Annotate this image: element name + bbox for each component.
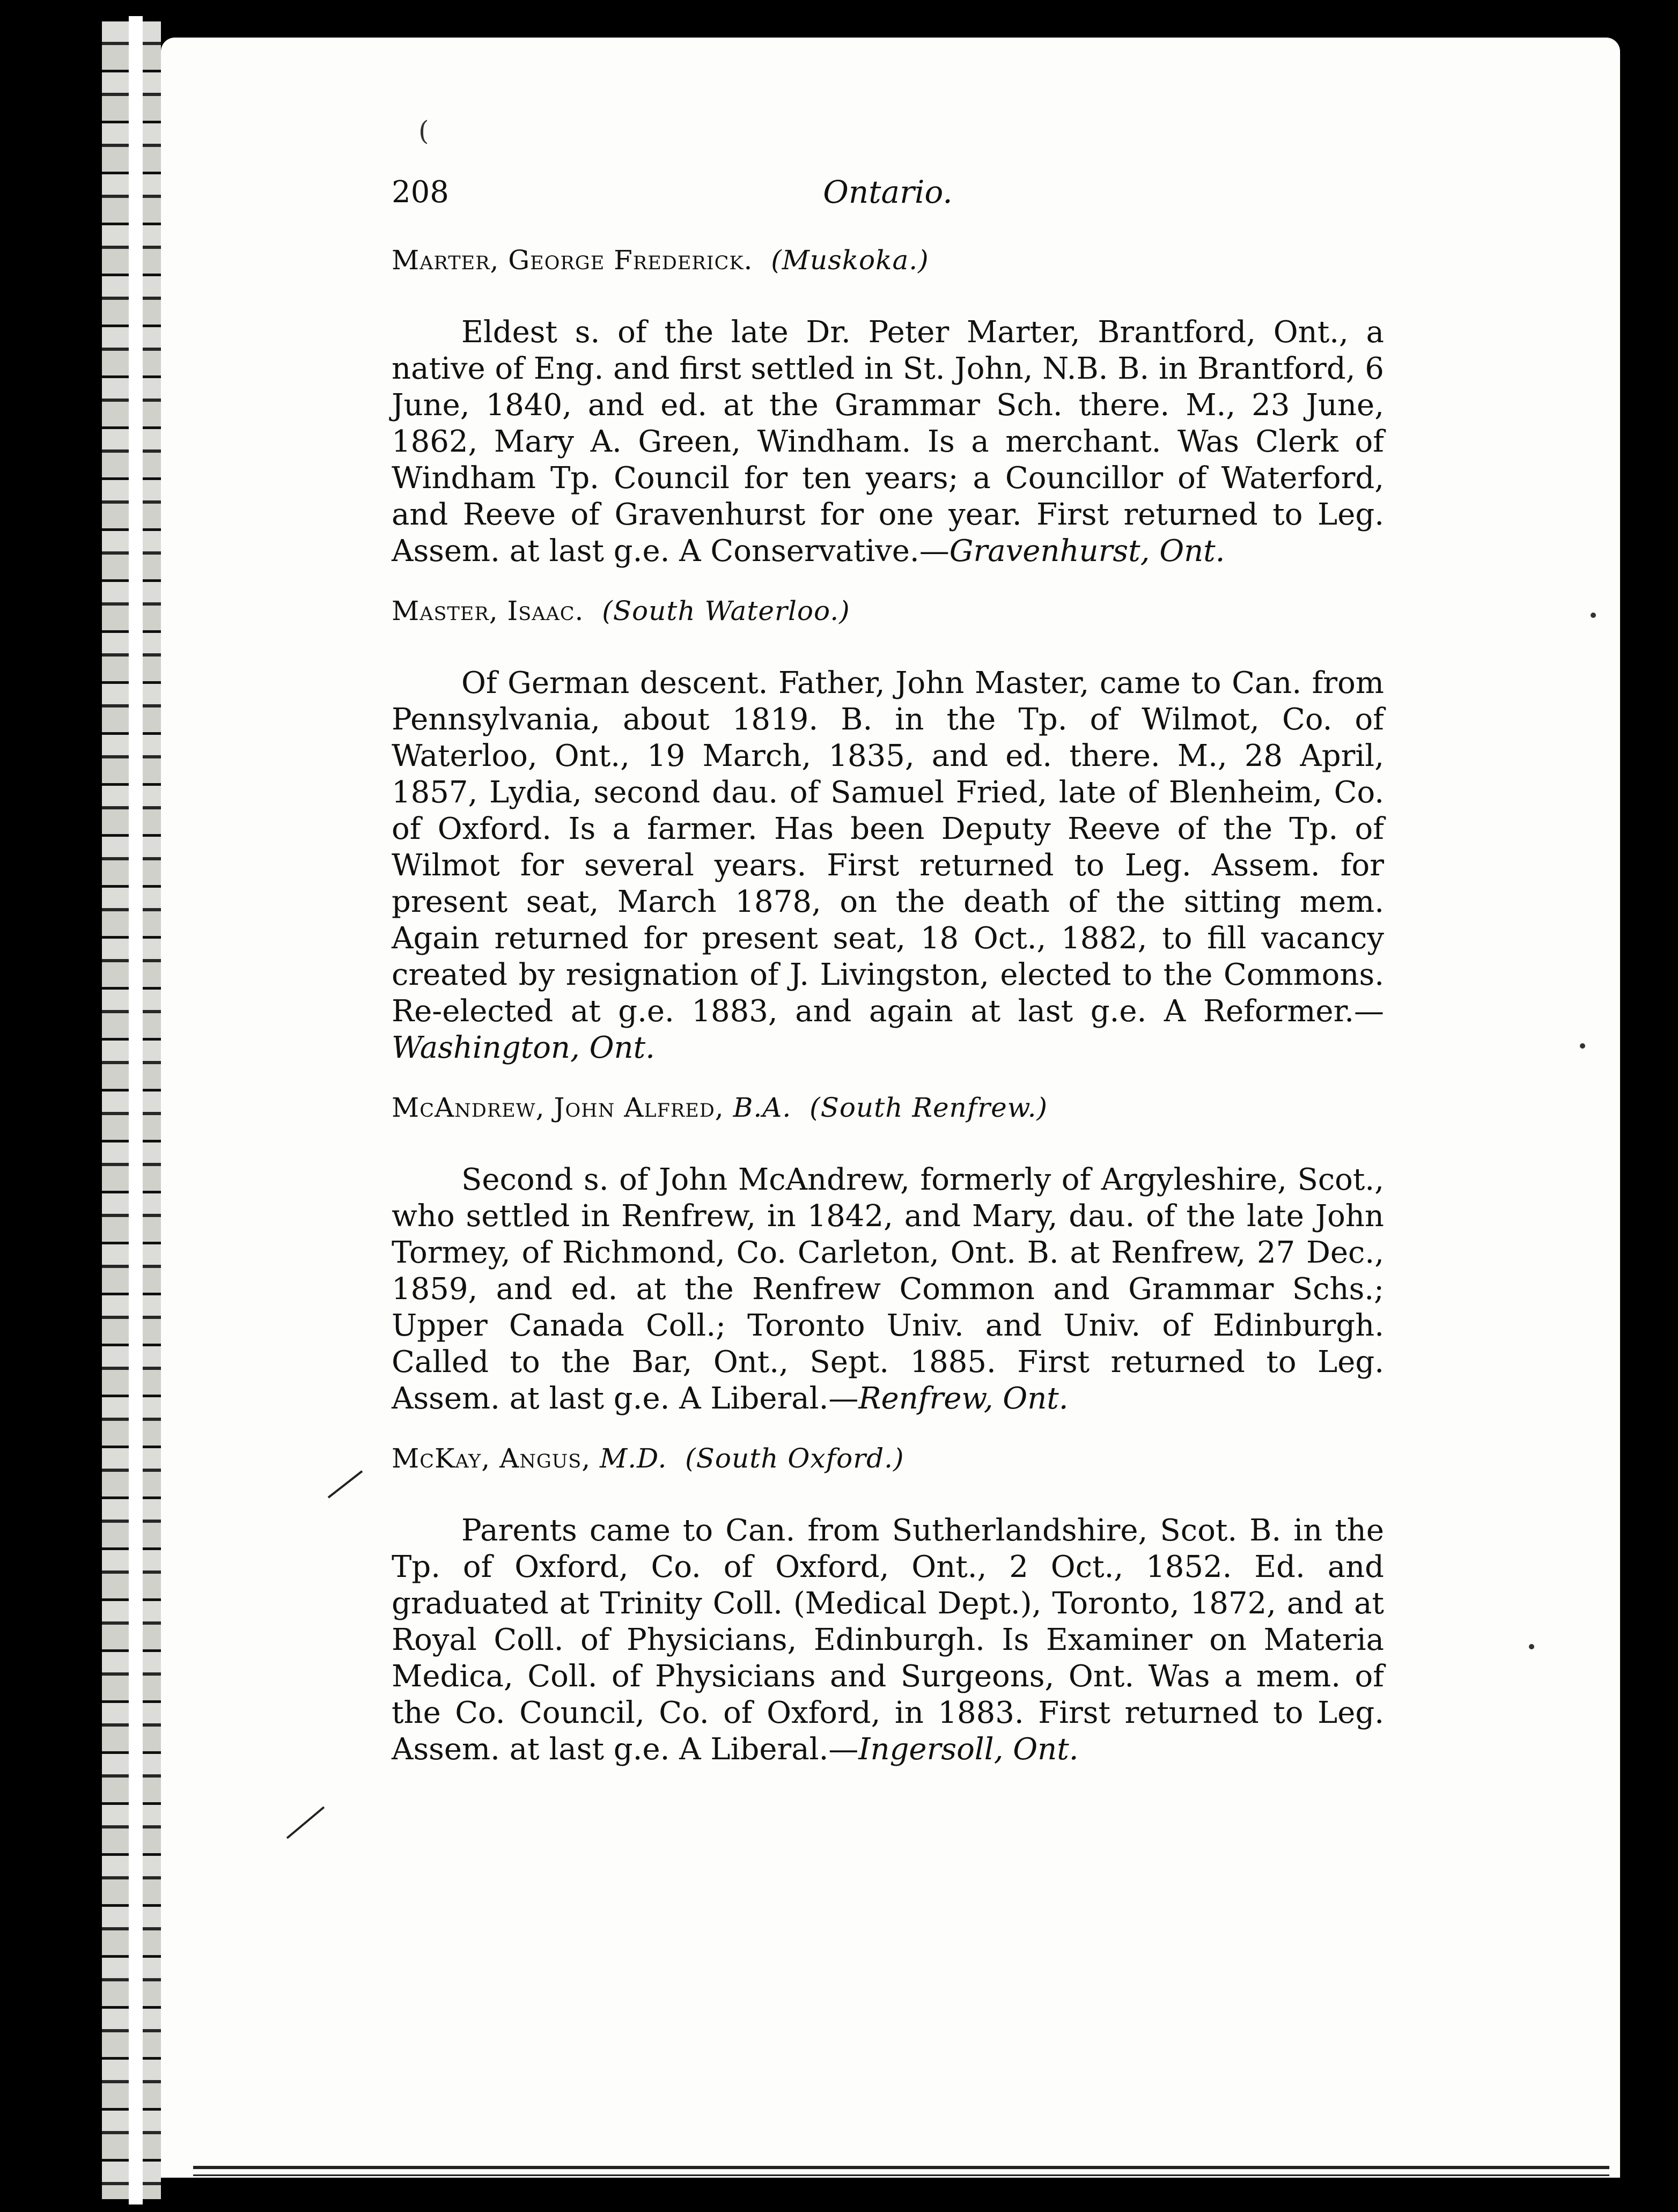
entry-master [392,595,1384,1066]
member-name: Master, Isaac. [392,595,584,626]
page-number: 208 [392,175,449,210]
ink-speck [1591,613,1596,618]
ink-speck [1580,1043,1585,1049]
riding: (South Renfrew.) [809,1092,1048,1123]
entry-heading [392,1443,1384,1474]
riding: (South Waterloo.) [602,595,850,626]
entry-bio [392,1162,1384,1417]
page-right-edge [1620,43,1636,2145]
page-right-margin [1604,48,1618,2140]
residence: Washington, Ont. [392,1030,655,1065]
entry-marter [392,245,1384,570]
residence: Gravenhurst, Ont. [949,534,1225,569]
residence: Ingersoll, Ont. [858,1732,1079,1767]
binding-strip [129,16,143,2204]
degree: B.A. [733,1092,792,1123]
member-name: McAndrew, John Alfred, [392,1092,724,1123]
stray-mark: ( [418,115,429,146]
riding: (Muskoka.) [771,245,929,276]
bio-text: Of German descent. Father, John Master, came to Can. from Pennsylvania, about 1819. B. in the Tp. of Wilmot, Co. of Waterloo, Ont., 19 March, 1835, and ed. there. M., 28 April, 1857, Lydia, second dau. of Samuel Fried, late of Blenheim, Co. of Oxford. Is a farmer. Has been Deputy Reeve of the Tp. of Wilmot for several years. First returned to Leg. Assem. for present seat, March 1878, on the death of the sitting mem. Again returned for present seat, 18 Oct., 1882, to fill vacancy created by resignation of J. Livingston, elected to the Commons. Re-elected at g.e. 1883, and again at last g.e. A Reformer.— [392,666,1384,1029]
entry-heading [392,245,1384,276]
entry-mcandrew [392,1092,1384,1417]
bio-text: Parents came to Can. from Sutherlandshire, Scot. B. in the Tp. of Oxford, Co. of Oxford, Ont., 2 Oct., 1852. Ed. and graduated at Trinity Coll. (Medical Dept.), Toronto, 1872, and at Royal Coll. of Physicians, Edinburgh. Is Examiner on Materia Medica, Coll. of Physicians and Surgeons, Ont. Was a mem. of the Co. Council, Co. of Oxford, in 1883. First returned to Leg. Assem. at last g.e. A Liberal.— [392,1513,1384,1767]
page-bottom-edge [193,2166,1609,2169]
entry-heading [392,595,1384,626]
degree: M.D. [600,1443,667,1474]
entry-bio [392,314,1384,570]
entry-mckay [392,1443,1384,1768]
page-bottom-edge-inner [193,2174,1609,2176]
residence: Renfrew, Ont. [858,1381,1069,1416]
member-name: McKay, Angus, [392,1443,591,1474]
page-content [392,172,1384,1794]
member-name: Marter, George Frederick. [392,245,753,276]
entry-bio [392,1513,1384,1768]
riding: (South Oxford.) [685,1443,904,1474]
running-head [392,172,1384,220]
bio-text: Eldest s. of the late Dr. Peter Marter, Brantford, Ont., a native of Eng. and first settled in St. John, N.B. B. in Brantford, 6 June, 1840, and ed. at the Grammar Sch. there. M., 23 June, 1862, Mary A. Green, Windham. Is a merchant. Was Clerk of Windham Tp. Council for ten years; a Councillor of Waterford, and Reeve of Gravenhurst for one year. First returned to Leg. Assem. at last g.e. A Conservative.— [392,315,1384,569]
entry-heading [392,1092,1384,1123]
bio-text: Second s. of John McAndrew, formerly of Argyleshire, Scot., who settled in Renfrew, in 1842, and Mary, dau. of the late John Tormey, of Richmond, Co. Carleton, Ont. B. at Renfrew, 27 Dec., 1859, and ed. at the Renfrew Common and Grammar Schs.; Upper Canada Coll.; Toronto Univ. and Univ. of Edinburgh. Called to the Bar, Ont., Sept. 1885. First returned to Leg. Assem. at last g.e. A Liberal.— [392,1162,1384,1416]
ink-speck [1529,1644,1534,1649]
entry-bio [392,665,1384,1066]
page-title: Ontario. [823,174,953,210]
